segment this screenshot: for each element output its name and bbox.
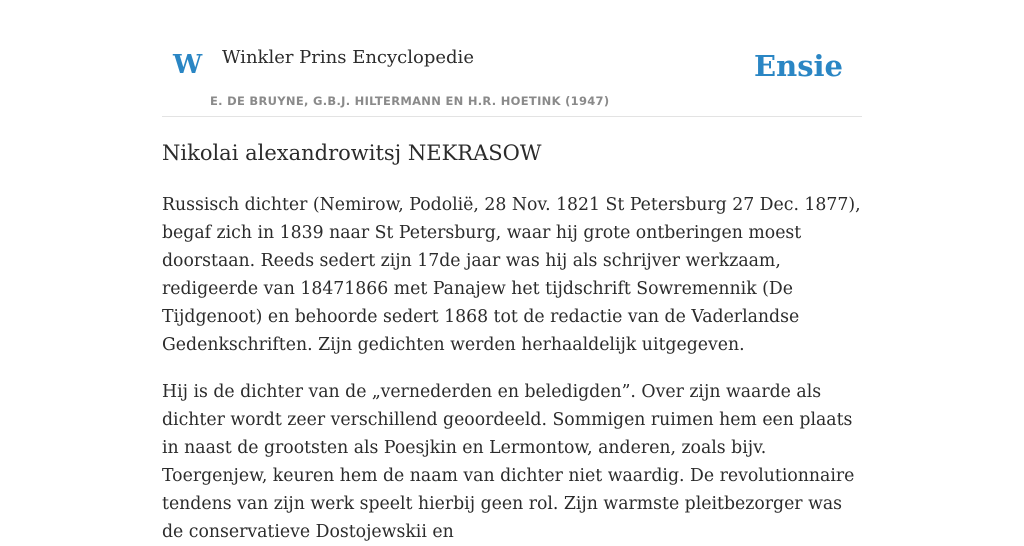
- article-paragraph: Russisch dichter (Nemirow, Podolië, 28 Nov. 1821 St Petersburg 27 Dec. 1877), begaf zich in 1839 naar St Petersburg, waar hij grote ontberingen moest doorstaan. Reeds sedert zijn 17de jaar was hij als schrijver werkzaam, redigeerde van 18471866 met Panajew het tijdschrift Sowremennik (De Tijdgenoot) en behoorde sedert 1868 tot de redactie van de Vaderlandse Gedenkschriften. Zijn gedichten werden herhaaldelijk uitgegeven.: [162, 195, 861, 355]
- ensie-logo[interactable]: Ensie: [754, 49, 843, 83]
- site-header: [162, 0, 862, 117]
- article-paragraph: Hij is de dichter van de „vernederden en beledigden”. Over zijn waarde als dichter wordt zeer verschillend geoordeeld. Sommigen ruimen hem een plaats in naast de grootsten als Poesjkin en Lermontow, anderen, zoals bijv. Toergenjew, keuren hem de naam van dichter niet waardig. De revolutionnaire tendens van zijn werk speelt hierbij geen rol. Zijn warmste pleitbezorger was de conservatieve Dostojewskii en: [162, 382, 855, 542]
- site-title[interactable]: Winkler Prins Encyclopedie: [222, 47, 474, 68]
- winkler-prins-logo[interactable]: W: [173, 50, 203, 80]
- authors-credit: E. DE BRUYNE, G.B.J. HILTERMANN EN H.R. HOETINK (1947): [210, 94, 610, 108]
- article: [162, 141, 862, 546]
- article-title: Nikolai alexandrowitsj NEKRASOW: [162, 141, 542, 165]
- page: [162, 0, 862, 542]
